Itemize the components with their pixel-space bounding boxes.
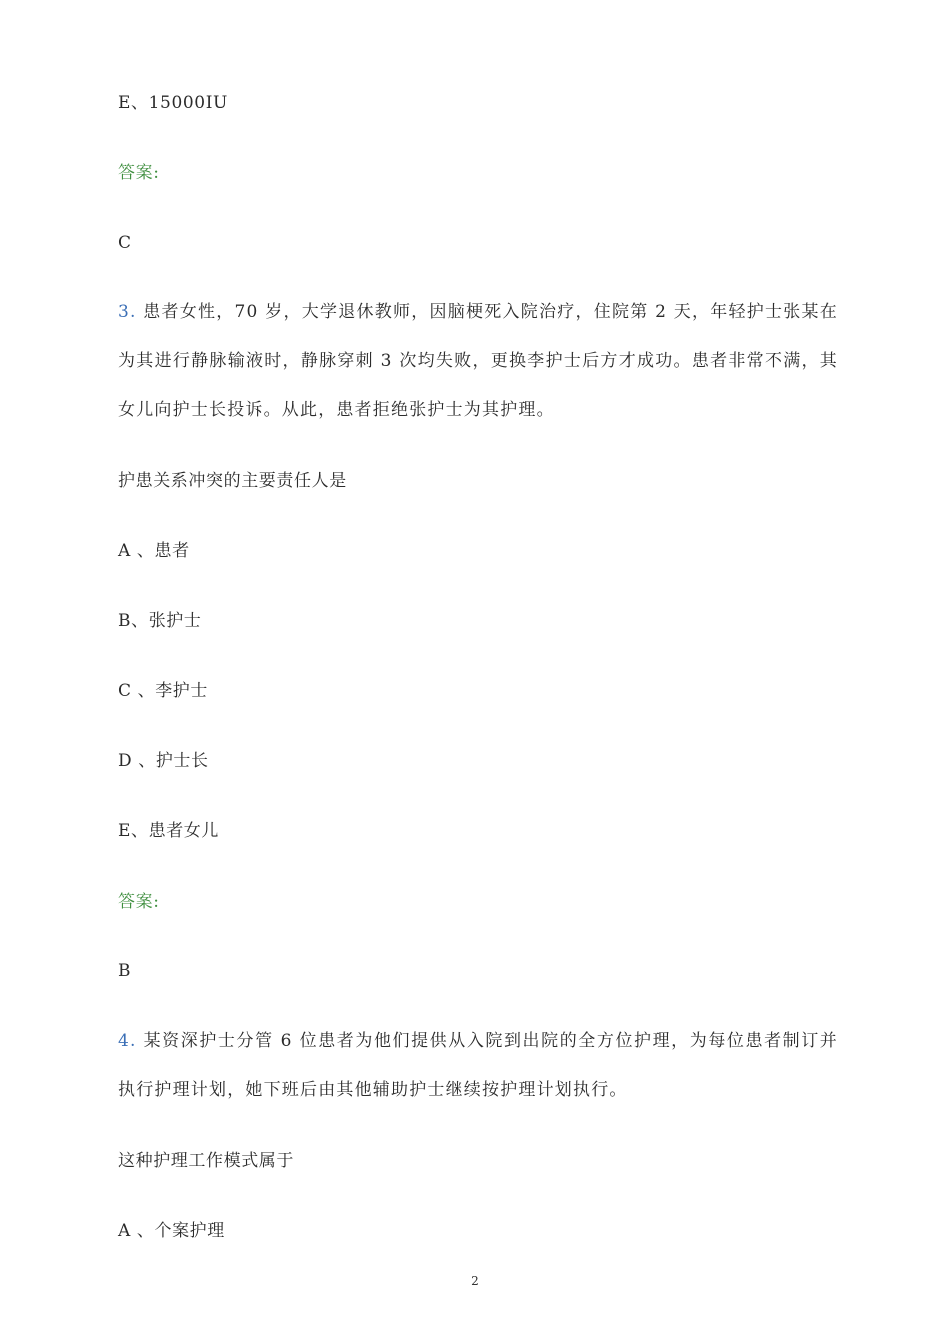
q3-answer-label: 答案: xyxy=(118,892,160,912)
page-number: 2 xyxy=(471,1274,479,1288)
q4-stem: 某资深护士分管 6 位患者为他们提供从入院到出院的全方位护理，为每位患者制订并执行护理计划，她下班后由其他辅助护士继续按护理计划执行。 xyxy=(118,1031,838,1100)
q3-answer-value: B xyxy=(118,961,132,981)
q3-stem: 患者女性，70 岁，大学退休教师，因脑梗死入院治疗，住院第 2 天，年轻护士张某在为其进行静脉输液时，静脉穿刺 3 次均失败，更换李护士后方才成功。患者非常不满，其女儿向护士长投诉。从此，患者拒绝张护士为其护理。 xyxy=(118,302,838,420)
q3-option-a: A 、患者 xyxy=(118,541,190,561)
q4-number: 4. xyxy=(118,1031,137,1051)
q3-number: 3. xyxy=(118,302,137,322)
q2-answer-label: 答案: xyxy=(118,163,160,183)
q4-option-a: A 、个案护理 xyxy=(118,1221,225,1241)
q3-option-c: C 、李护士 xyxy=(118,681,209,701)
q3-option-d: D 、护士长 xyxy=(118,751,209,771)
q3-option-e: E、患者女儿 xyxy=(118,821,220,841)
q2-option-e: E、15000IU xyxy=(118,93,228,113)
q4-question: 这种护理工作模式属于 xyxy=(118,1151,294,1171)
q3-stem-paragraph xyxy=(118,288,838,435)
q3-question: 护患关系冲突的主要责任人是 xyxy=(118,471,347,491)
q4-stem-paragraph xyxy=(118,1017,838,1115)
q2-answer-value: C xyxy=(118,233,132,253)
q3-option-b: B、张护士 xyxy=(118,611,202,631)
